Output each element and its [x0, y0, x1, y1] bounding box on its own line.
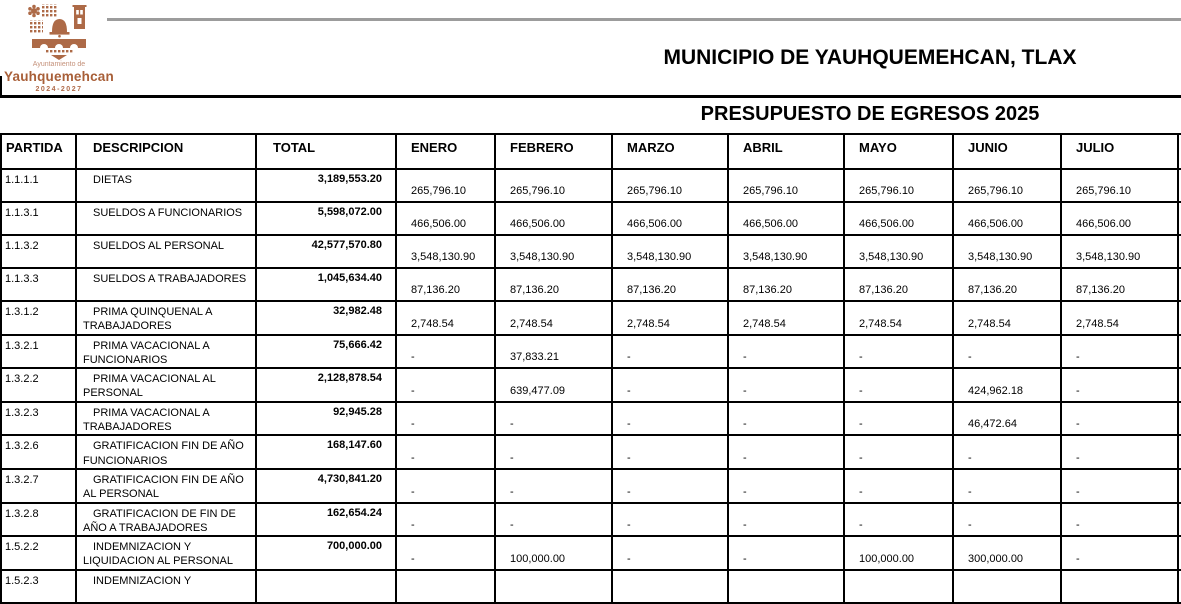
col-header-enero: ENERO	[396, 134, 495, 169]
cell-month-junio: 265,796.10	[953, 169, 1061, 202]
cell-month-junio: -	[953, 503, 1061, 537]
cell-month-abril: -	[728, 402, 844, 436]
cell-month-abril: 2,748.54	[728, 301, 844, 335]
cell-month-mayo	[844, 570, 953, 603]
cell-month-abril	[728, 570, 844, 603]
cell-month-mayo: -	[844, 435, 953, 469]
cell-month-abril: -	[728, 536, 844, 570]
cell-month-abril: 87,136.20	[728, 268, 844, 301]
cell-month-marzo: -	[612, 469, 728, 503]
cell-month-marzo: -	[612, 435, 728, 469]
top-divider	[107, 18, 1181, 21]
cell-month-junio: -	[953, 335, 1061, 369]
cell-partida: 1.3.2.8	[1, 503, 76, 537]
cell-total: 3,189,553.20	[256, 169, 396, 202]
cell-month-mayo: -	[844, 335, 953, 369]
table-row	[1, 570, 1181, 603]
table-row	[1, 368, 1181, 402]
cell-month-julio: -	[1061, 368, 1178, 402]
budget-table	[0, 133, 1181, 604]
cell-month-mayo: 3,548,130.90	[844, 235, 953, 268]
cell-month-febrero: 37,833.21	[495, 335, 612, 369]
cell-descripcion: PRIMA VACACIONAL A FUNCIONARIOS	[76, 335, 256, 369]
cell-month-mayo: -	[844, 368, 953, 402]
cell-month-abril: 3,548,130.90	[728, 235, 844, 268]
cell-total: 5,598,072.00	[256, 202, 396, 235]
cell-partida: 1.3.2.1	[1, 335, 76, 369]
cell-partida: 1.1.3.2	[1, 235, 76, 268]
cell-partida: 1.3.2.2	[1, 368, 76, 402]
col-header-junio: JUNIO	[953, 134, 1061, 169]
cell-descripcion: SUELDOS A FUNCIONARIOS	[76, 202, 256, 235]
cell-month-junio: 46,472.64	[953, 402, 1061, 436]
cell-month-abril: 466,506.00	[728, 202, 844, 235]
cell-month-marzo	[612, 570, 728, 603]
cell-month-abril: -	[728, 368, 844, 402]
cell-month-enero: 265,796.10	[396, 169, 495, 202]
cell-month-julio	[1061, 570, 1178, 603]
cell-month-julio: -	[1061, 503, 1178, 537]
cell-total: 1,045,634.40	[256, 268, 396, 301]
cell-month-junio: 2,748.54	[953, 301, 1061, 335]
col-header-marzo: MARZO	[612, 134, 728, 169]
cell-month-julio: -	[1061, 402, 1178, 436]
cell-month-abril: -	[728, 335, 844, 369]
cell-month-enero: 2,748.54	[396, 301, 495, 335]
logo-name-text: Yauhquemehcan	[4, 69, 114, 84]
cell-total: 2,128,878.54	[256, 368, 396, 402]
cell-month-enero	[396, 570, 495, 603]
table-row	[1, 536, 1181, 570]
col-header-total: TOTAL	[256, 134, 396, 169]
col-header-mayo: MAYO	[844, 134, 953, 169]
cell-month-enero: -	[396, 503, 495, 537]
cell-month-marzo: 87,136.20	[612, 268, 728, 301]
cell-month-abril: 265,796.10	[728, 169, 844, 202]
cell-total: 92,945.28	[256, 402, 396, 436]
cell-month-marzo: 265,796.10	[612, 169, 728, 202]
cell-month-enero: -	[396, 402, 495, 436]
cell-month-junio: 424,962.18	[953, 368, 1061, 402]
cell-month-enero: -	[396, 469, 495, 503]
cell-month-julio: 2,748.54	[1061, 301, 1178, 335]
cell-partida: 1.1.1.1	[1, 169, 76, 202]
cell-partida: 1.3.1.2	[1, 301, 76, 335]
cell-month-febrero: 265,796.10	[495, 169, 612, 202]
cell-month-mayo: -	[844, 402, 953, 436]
municipality-title: MUNICIPIO DE YAUHQUEMEHCAN, TLAX	[663, 46, 1077, 69]
cell-descripcion: GRATIFICACION FIN DE AÑO AL PERSONAL	[76, 469, 256, 503]
cell-month-febrero: -	[495, 503, 612, 537]
cell-descripcion: PRIMA VACACIONAL AL PERSONAL	[76, 368, 256, 402]
cell-total: 42,577,570.80	[256, 235, 396, 268]
cell-month-febrero: 87,136.20	[495, 268, 612, 301]
cell-partida: 1.1.3.1	[1, 202, 76, 235]
cell-month-julio: -	[1061, 536, 1178, 570]
cell-descripcion: SUELDOS AL PERSONAL	[76, 235, 256, 268]
table-row	[1, 169, 1181, 202]
cell-month-enero: -	[396, 368, 495, 402]
cell-month-abril: -	[728, 469, 844, 503]
cell-month-mayo: 2,748.54	[844, 301, 953, 335]
header-divider	[0, 95, 1181, 98]
logo-org-text: Ayuntamiento de	[32, 61, 86, 68]
cell-month-julio: 265,796.10	[1061, 169, 1178, 202]
logo-term-text: 2024-2027	[35, 85, 83, 93]
cell-total: 162,654.24	[256, 503, 396, 537]
cell-month-abril: -	[728, 435, 844, 469]
cell-month-junio: 3,548,130.90	[953, 235, 1061, 268]
cell-partida: 1.5.2.2	[1, 536, 76, 570]
cell-month-mayo: 100,000.00	[844, 536, 953, 570]
cell-month-junio: -	[953, 469, 1061, 503]
cell-total: 32,982.48	[256, 301, 396, 335]
cell-month-febrero: 3,548,130.90	[495, 235, 612, 268]
cell-month-julio: -	[1061, 335, 1178, 369]
cell-descripcion: GRATIFICACION FIN DE AÑO FUNCIONARIOS	[76, 435, 256, 469]
cell-month-enero: -	[396, 335, 495, 369]
cell-partida: 1.3.2.6	[1, 435, 76, 469]
cell-month-enero: 87,136.20	[396, 268, 495, 301]
cell-descripcion: GRATIFICACION DE FIN DE AÑO A TRABAJADORES	[76, 503, 256, 537]
budget-title: PRESUPUESTO DE EGRESOS 2025	[700, 103, 1040, 125]
cell-month-abril: -	[728, 503, 844, 537]
cell-month-julio: 3,548,130.90	[1061, 235, 1178, 268]
cell-total: 4,730,841.20	[256, 469, 396, 503]
cell-month-junio	[953, 570, 1061, 603]
cell-month-febrero: -	[495, 435, 612, 469]
cell-month-julio: 466,506.00	[1061, 202, 1178, 235]
municipal-logo	[2, 2, 116, 93]
cell-total	[256, 570, 396, 603]
cell-month-febrero: -	[495, 402, 612, 436]
col-header-descripcion: DESCRIPCION	[76, 134, 256, 169]
table-row	[1, 202, 1181, 235]
cell-month-febrero: 466,506.00	[495, 202, 612, 235]
cell-month-julio: -	[1061, 469, 1178, 503]
table-row	[1, 402, 1181, 436]
table-row	[1, 335, 1181, 369]
cell-month-mayo: 466,506.00	[844, 202, 953, 235]
cell-month-marzo: 3,548,130.90	[612, 235, 728, 268]
cell-month-enero: -	[396, 435, 495, 469]
cell-month-mayo: -	[844, 503, 953, 537]
cell-descripcion: PRIMA QUINQUENAL A TRABAJADORES	[76, 301, 256, 335]
cell-month-febrero: 2,748.54	[495, 301, 612, 335]
table-row	[1, 435, 1181, 469]
cell-month-enero: 3,548,130.90	[396, 235, 495, 268]
cell-partida: 1.1.3.3	[1, 268, 76, 301]
cell-descripcion: SUELDOS A TRABAJADORES	[76, 268, 256, 301]
cell-month-enero: -	[396, 536, 495, 570]
cell-partida: 1.3.2.7	[1, 469, 76, 503]
cell-month-marzo: -	[612, 402, 728, 436]
cell-month-marzo: 466,506.00	[612, 202, 728, 235]
coat-of-arms-icon	[22, 2, 96, 60]
cell-descripcion: INDEMNIZACION Y	[76, 570, 256, 603]
budget-table-header-row	[1, 134, 1181, 169]
cell-descripcion: DIETAS	[76, 169, 256, 202]
cell-total: 75,666.42	[256, 335, 396, 369]
cell-month-julio: 87,136.20	[1061, 268, 1178, 301]
cell-month-junio: 466,506.00	[953, 202, 1061, 235]
cell-month-febrero	[495, 570, 612, 603]
cell-total: 700,000.00	[256, 536, 396, 570]
cell-month-marzo: -	[612, 368, 728, 402]
cell-month-mayo: 87,136.20	[844, 268, 953, 301]
cell-month-febrero: 100,000.00	[495, 536, 612, 570]
table-row	[1, 503, 1181, 537]
table-row	[1, 301, 1181, 335]
col-header-julio: JULIO	[1061, 134, 1178, 169]
cell-month-mayo: 265,796.10	[844, 169, 953, 202]
cell-month-enero: 466,506.00	[396, 202, 495, 235]
cell-month-marzo: 2,748.54	[612, 301, 728, 335]
cell-partida: 1.5.2.3	[1, 570, 76, 603]
cell-total: 168,147.60	[256, 435, 396, 469]
cell-month-marzo: -	[612, 335, 728, 369]
table-row	[1, 268, 1181, 301]
cell-descripcion: INDEMNIZACION Y LIQUIDACION AL PERSONAL	[76, 536, 256, 570]
table-row	[1, 235, 1181, 268]
cell-month-julio: -	[1061, 435, 1178, 469]
cell-month-marzo: -	[612, 503, 728, 537]
col-header-abril: ABRIL	[728, 134, 844, 169]
cell-month-mayo: -	[844, 469, 953, 503]
cell-partida: 1.3.2.3	[1, 402, 76, 436]
cell-month-febrero: 639,477.09	[495, 368, 612, 402]
col-header-partida: PARTIDA	[1, 134, 76, 169]
cell-month-junio: 300,000.00	[953, 536, 1061, 570]
cell-month-junio: 87,136.20	[953, 268, 1061, 301]
cell-descripcion: PRIMA VACACIONAL A TRABAJADORES	[76, 402, 256, 436]
cell-month-marzo: -	[612, 536, 728, 570]
col-header-febrero: FEBRERO	[495, 134, 612, 169]
cell-month-febrero: -	[495, 469, 612, 503]
cell-month-junio: -	[953, 435, 1061, 469]
budget-table-body	[1, 169, 1181, 603]
table-row	[1, 469, 1181, 503]
